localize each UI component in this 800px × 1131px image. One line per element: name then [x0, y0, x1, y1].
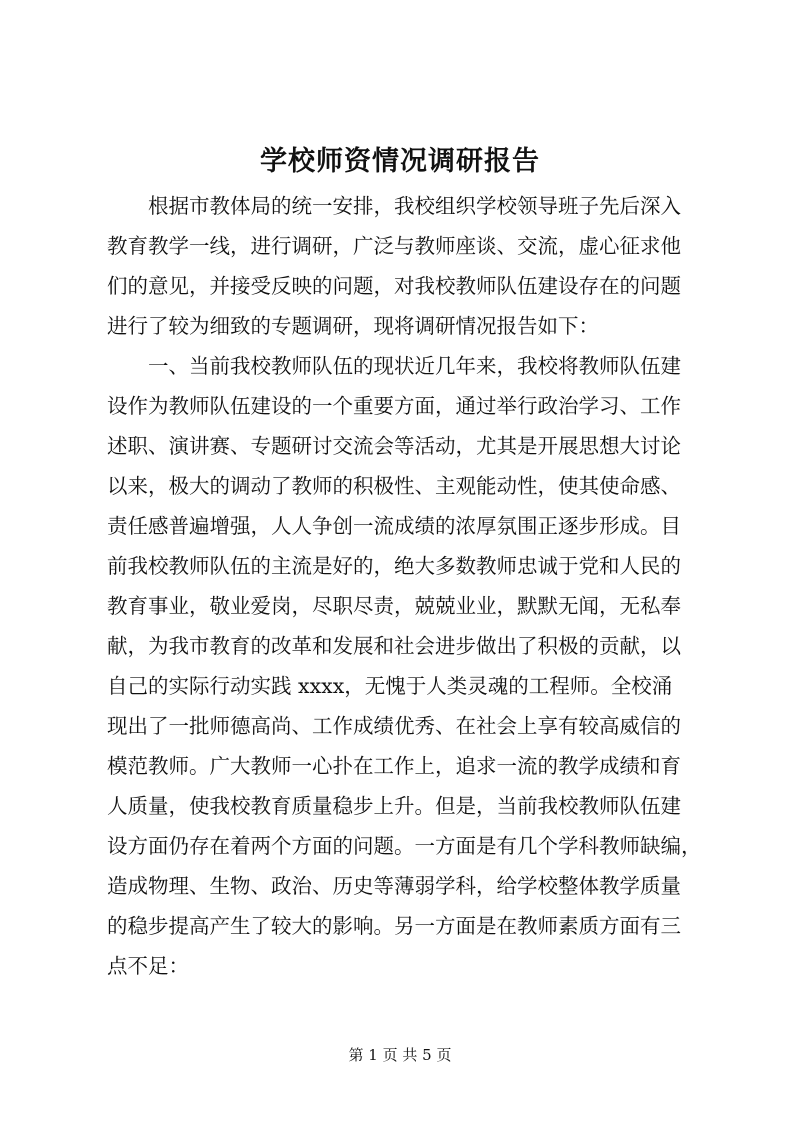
body-line: 以来，极大的调动了教师的积极性、主观能动性，使其使命感、	[107, 474, 681, 498]
page-footer: 第 1 页 共 5 页	[348, 1046, 452, 1064]
body-line: 前我校教师队伍的主流是好的，绝大多数教师忠诚于党和人民的	[107, 554, 681, 578]
document-title: 学校师资情况调研报告	[260, 146, 540, 177]
body-line: 设作为教师队伍建设的一个重要方面，通过举行政治学习、工作	[107, 394, 681, 418]
body-line: 教育教学一线，进行调研，广泛与教师座谈、交流，虚心征求他	[107, 234, 681, 258]
body-line: 模范教师。广大教师一心扑在工作上，追求一流的教学成绩和育	[107, 754, 681, 778]
body-line: 的稳步提高产生了较大的影响。另一方面是在教师素质方面有三	[107, 914, 681, 938]
body-line: 述职、演讲赛、专题研讨交流会等活动，尤其是开展思想大讨论	[107, 434, 681, 458]
document-body	[107, 186, 710, 986]
body-line: 进行了较为细致的专题调研，现将调研情况报告如下：	[107, 314, 599, 338]
body-line: 一、当前我校教师队伍的现状近几年来，我校将教师队伍建	[107, 354, 681, 378]
body-line: 教育事业，敬业爱岗，尽职尽责，兢兢业业，默默无闻，无私奉	[107, 594, 681, 618]
body-line: 献，为我市教育的改革和发展和社会进步做出了积极的贡献，以	[107, 634, 681, 658]
body-line: 责任感普遍增强，人人争创一流成绩的浓厚氛围正逐步形成。目	[107, 514, 681, 538]
body-line: 们的意见，并接受反映的问题，对我校教师队伍建设存在的问题	[107, 274, 681, 298]
body-line: 人质量，使我校教育质量稳步上升。但是，当前我校教师队伍建	[107, 794, 681, 818]
body-line: 造成物理、生物、政治、历史等薄弱学科，给学校整体教学质量	[107, 874, 681, 898]
body-line: 现出了一批师德高尚、工作成绩优秀、在社会上享有较高威信的	[107, 714, 681, 738]
body-line: 点不足：	[107, 954, 189, 978]
body-line: 自己的实际行动实践 xxxx，无愧于人类灵魂的工程师。全校涌	[107, 674, 673, 698]
body-line: 根据市教体局的统一安排，我校组织学校领导班子先后深入	[107, 194, 681, 218]
body-line: 设方面仍存在着两个方面的问题。一方面是有几个学科教师缺编，	[107, 834, 702, 858]
